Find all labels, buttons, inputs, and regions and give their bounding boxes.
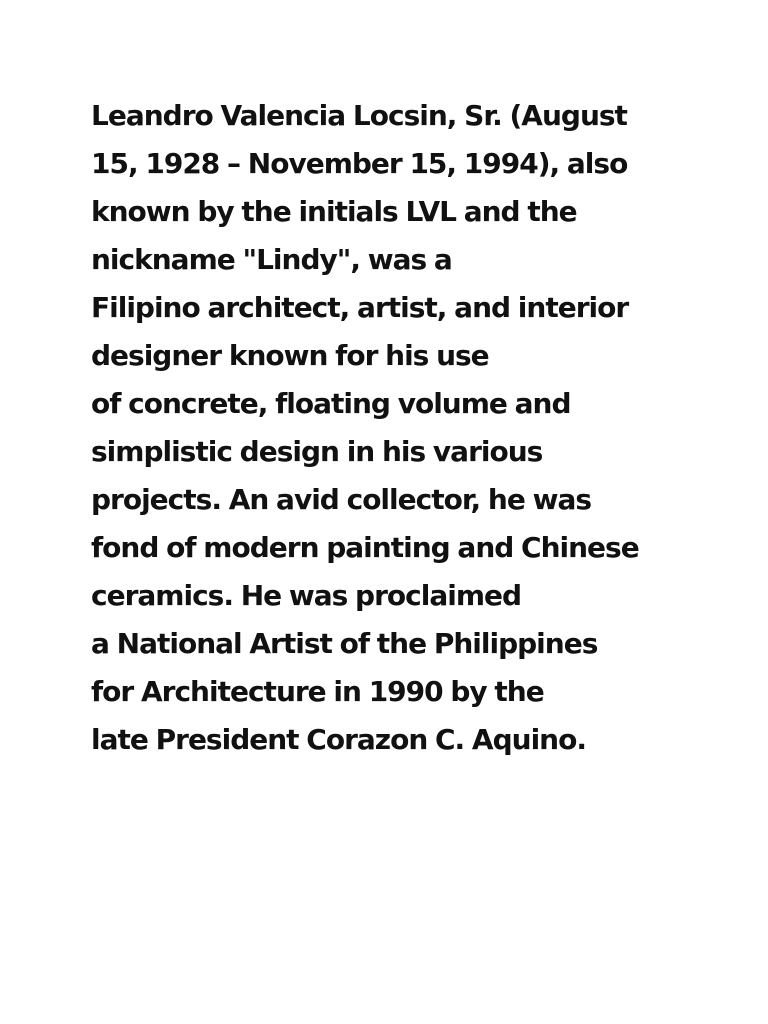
paragraph-line: a National Artist of the Philippines bbox=[91, 627, 598, 660]
paragraph-line: designer known for his use bbox=[91, 339, 489, 372]
paragraph-line: known by the initials LVL and the bbox=[91, 195, 577, 228]
paragraph-line: ceramics. He was proclaimed bbox=[91, 579, 522, 612]
paragraph-line: Filipino architect, artist, and interior bbox=[91, 291, 629, 324]
paragraph-line: projects. An avid collector, he was bbox=[91, 483, 592, 516]
paragraph-line: nickname "Lindy", was a bbox=[91, 243, 452, 276]
paragraph-line: late President Corazon C. Aquino. bbox=[91, 723, 586, 756]
paragraph-line: of concrete, floating volume and bbox=[91, 387, 571, 420]
paragraph-line: 15, 1928 – November 15, 1994), also bbox=[91, 147, 628, 180]
biography-paragraph bbox=[91, 92, 711, 764]
paragraph-line: fond of modern painting and Chinese bbox=[91, 531, 639, 564]
paragraph-line: Leandro Valencia Locsin, Sr. (August bbox=[91, 99, 627, 132]
paragraph-line: for Architecture in 1990 by the bbox=[91, 675, 544, 708]
paragraph-line: simplistic design in his various bbox=[91, 435, 543, 468]
